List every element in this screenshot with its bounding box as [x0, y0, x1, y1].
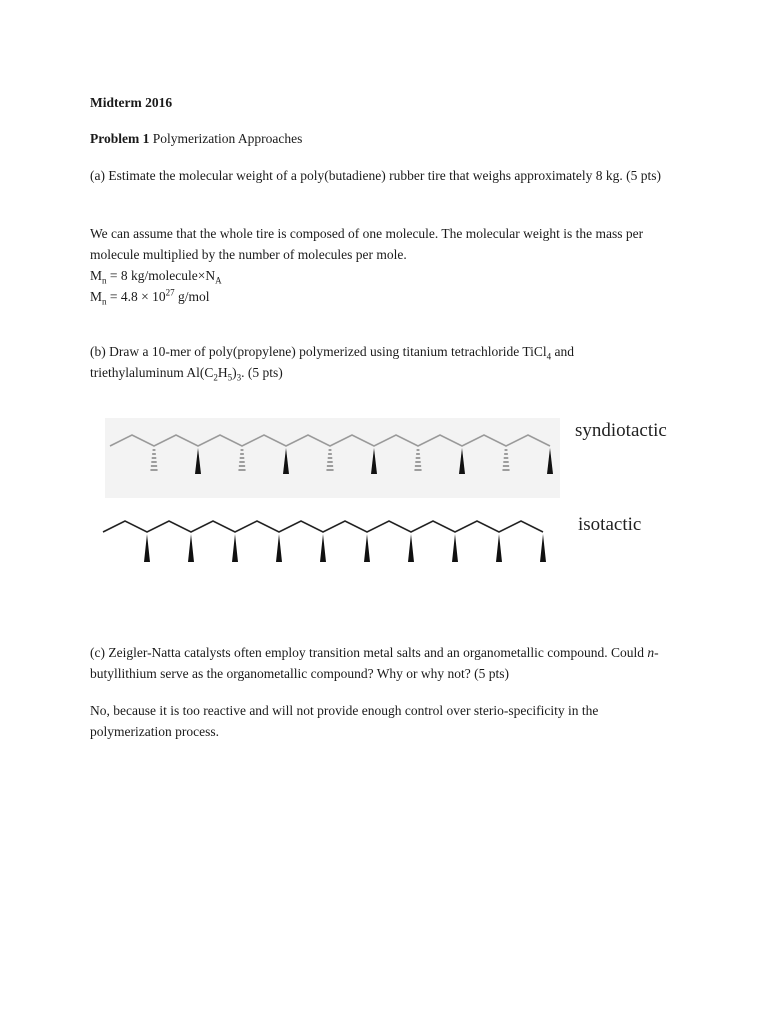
part-c-question: (c) Zeigler-Natta catalysts often employ transition metal salts and an organometallic compound. Could n-butyllithium serve as the organometallic compound? Why or why not? (5 pts)	[90, 645, 659, 681]
equation-mn-2: $M_n = 4.8 \times 10^{27}$ g/mol	[90, 287, 210, 307]
part-c-answer: No, because it is too reactive and will not provide enough control over sterio-specificity in the polymerization process.	[90, 703, 599, 739]
syndiotactic-image-background	[105, 418, 560, 498]
part-a-question: (a) Estimate the molecular weight of a poly(butadiene) rubber tire that weighs approximately 8 kg. (5 pts)	[90, 168, 661, 183]
isotactic-label: isotactic	[578, 514, 642, 535]
part-b-question: (b) Draw a 10-mer of poly(propylene) polymerized using titanium tetrachloride TiCl$_4$ and triethylaluminum $Al(C_2H_5)_3$. (5 pts)	[90, 344, 575, 383]
problem-heading	[90, 128, 670, 149]
wedge-bond	[320, 534, 326, 562]
wedge-bond	[408, 534, 414, 562]
polymer-chains-diagram	[95, 418, 695, 578]
wedge-bond	[540, 534, 546, 562]
problem-topic: Polymerization Approaches	[152, 131, 303, 146]
part-a-answer: We can assume that the whole tire is composed of one molecule. The molecular weight is the mass per molecule multiplied by the number of molecules per mole.	[90, 226, 644, 262]
wedge-bond	[364, 534, 370, 562]
isotactic-chain	[103, 521, 546, 562]
equation-mn-1: $M_n = 8$ $kg/molecule\times N_A$	[90, 268, 222, 286]
wedge-bond	[232, 534, 238, 562]
document-title: Midterm 2016	[90, 95, 173, 110]
wedge-bond	[452, 534, 458, 562]
problem-label: Problem 1	[90, 131, 150, 146]
polypropylene-figure	[95, 418, 695, 578]
wedge-bond	[496, 534, 502, 562]
wedge-bond	[276, 534, 282, 562]
syndiotactic-label: syndiotactic	[575, 420, 667, 441]
wedge-bond	[188, 534, 194, 562]
wedge-bond	[144, 534, 150, 562]
backbone-line	[103, 521, 543, 532]
